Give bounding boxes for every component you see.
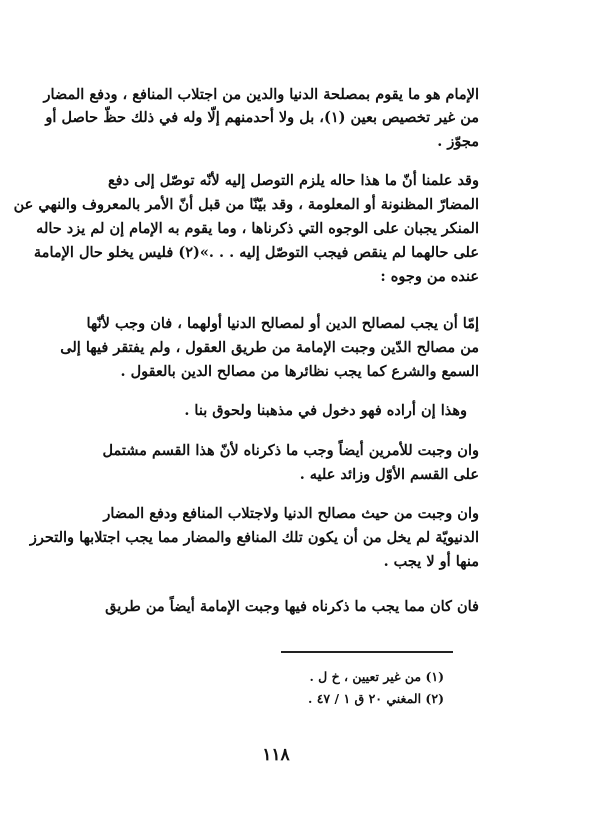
body-line-6: المنكر يجبان على الوجوه التي ذكرناها ، وما يقوم به الإمام إن لم يزد حاله bbox=[36, 220, 479, 237]
body-line-1: الإمام هو ما يقوم بمصلحة الدنيا والدين من اجتلاب المنافع ، ودفع المضار bbox=[43, 86, 479, 103]
footnote-2: (٢) المغني ٢٠ ق ١ / ٤٧ . bbox=[308, 691, 444, 706]
body-line-3: مجوّز . bbox=[437, 133, 479, 150]
body-line-8: عنده من وجوه : bbox=[380, 268, 479, 285]
body-line-14: على القسم الأوّل وزائد عليه . bbox=[299, 466, 479, 483]
body-line-12: وهذا إن أراده فهو دخول في مذهبنا ولحوق بنا . bbox=[184, 402, 467, 419]
body-line-18: فان كان مما يجب ما ذكرناه فيها وجبت الإمامة أيضاً من طريق bbox=[105, 598, 479, 615]
body-line-16: الدنيويّة لم يخل من أن يكون تلك المنافع والمضار مما يجب اجتلابها والتحرز bbox=[29, 529, 479, 546]
page-number: ١١٨ bbox=[262, 745, 290, 765]
body-line-15: وان وجبت من حيث مصالح الدنيا ولاجتلاب المنافع ودفع المضار bbox=[103, 505, 479, 522]
body-line-7: على حالهما لم ينقص فيجب التوصّل إليه . . .»(٢) فليس يخلو حال الإمامة bbox=[33, 244, 479, 261]
body-line-5: المضارّ المظنونة أو المعلومة ، وقد بيّنّا من قبل أنّ الأمر بالمعروف والنهي عن bbox=[13, 196, 479, 213]
body-line-11: السمع والشرع كما يجب نظائرها من مصالح الدين بالعقول . bbox=[120, 363, 479, 380]
body-line-9: إمّا أن يجب لمصالح الدين أو لمصالح الدنيا أولهما ، فان وجب لأنّها bbox=[86, 315, 479, 332]
body-line-13: وان وجبت للأمرين أيضاً وجب ما ذكرناه لأنّ هذا القسم مشتمل bbox=[102, 442, 479, 459]
footnote-1: (١) من غير تعيين ، خ ل . bbox=[309, 669, 444, 684]
body-line-10: من مصالح الدّين وجبت الإمامة من طريق العقول ، ولم يفتقر فيها إلى bbox=[60, 339, 479, 356]
body-line-4: وقد علمنا أنّ ما هذا حاله يلزم التوصل إليه لأنّه توصّل إلى دفع bbox=[107, 172, 479, 189]
body-line-2: من غير تخصيص بعين (١)، بل ولا أحدمنهم إلّا وله في ذلك حظّ حاصل أو bbox=[45, 109, 479, 126]
body-line-17: منها أو لا يجب . bbox=[383, 553, 479, 570]
footnote-separator bbox=[281, 651, 453, 653]
